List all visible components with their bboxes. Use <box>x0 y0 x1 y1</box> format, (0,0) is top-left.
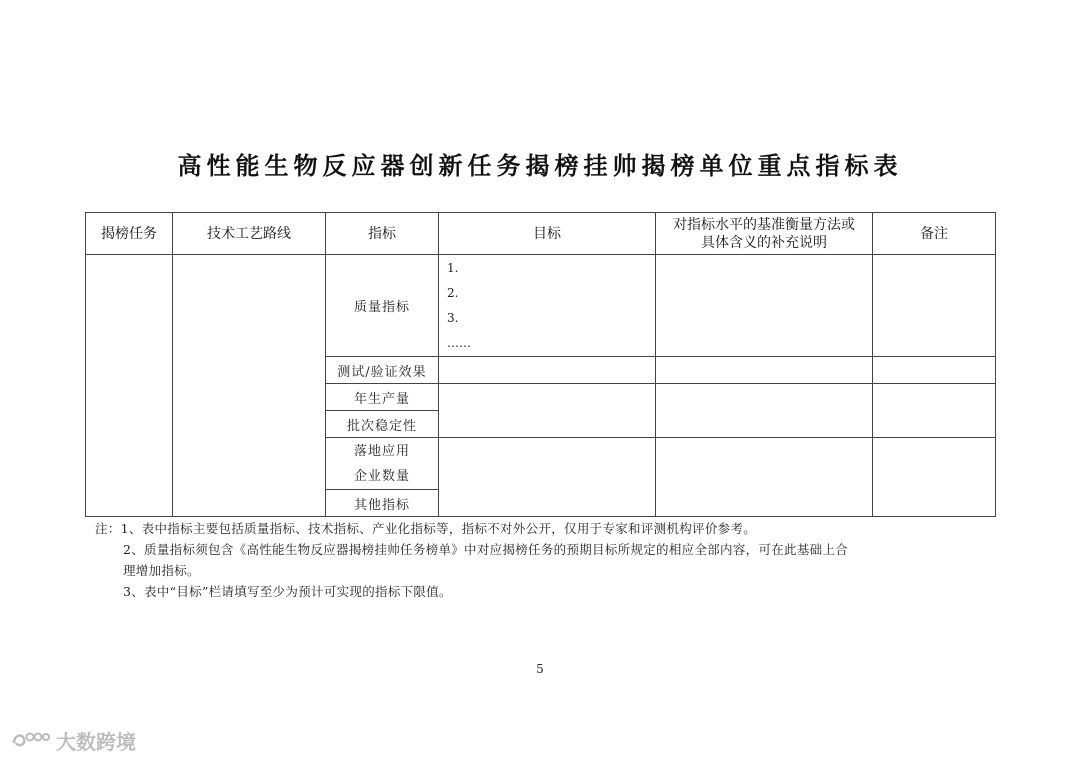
remarks-cell[interactable] <box>873 384 996 438</box>
watermark <box>10 728 136 752</box>
header-route: 技术工艺路线 <box>173 213 326 255</box>
indicator-landing-line2: 企业数量 <box>353 468 410 484</box>
remarks-cell[interactable] <box>873 357 996 384</box>
watermark-logo-icon <box>10 729 50 751</box>
remarks-cell[interactable] <box>873 255 996 357</box>
header-remarks: 备注 <box>873 213 996 255</box>
target-cell[interactable] <box>439 384 656 438</box>
target-cell[interactable] <box>439 438 656 517</box>
explanation-cell[interactable] <box>656 438 873 517</box>
header-target: 目标 <box>439 213 656 255</box>
indicator-batch-stability: 批次稳定性 <box>326 411 439 438</box>
quality-target-list <box>439 256 655 356</box>
task-cell[interactable] <box>86 255 173 517</box>
indicator-table <box>85 212 996 517</box>
header-indicator: 指标 <box>326 213 439 255</box>
list-item: …… <box>447 335 471 350</box>
indicator-landing <box>326 438 439 490</box>
explanation-cell[interactable] <box>656 255 873 357</box>
route-cell[interactable] <box>173 255 326 517</box>
indicator-other: 其他指标 <box>326 490 439 517</box>
indicator-testing: 测试/验证效果 <box>326 357 439 384</box>
table-row <box>86 255 996 357</box>
explanation-cell[interactable] <box>656 384 873 438</box>
target-cell[interactable] <box>439 357 656 384</box>
indicator-landing-line1: 落地应用 <box>353 443 410 459</box>
header-explanation: 对指标水平的基准衡量方法或具体含义的补充说明 <box>656 213 873 255</box>
indicator-quality: 质量指标 <box>326 255 439 357</box>
table-header-row <box>86 213 996 255</box>
note-1: 注：1、表中指标主要包括质量指标、技术指标、产业化指标等，指标不对外公开，仅用于专家和评测机构评价参考。 <box>95 521 757 536</box>
page-number: 5 <box>536 662 544 676</box>
notes <box>95 518 995 602</box>
note-2-cont: 理增加指标。 <box>123 563 200 578</box>
header-task: 揭榜任务 <box>86 213 173 255</box>
remarks-cell[interactable] <box>873 438 996 517</box>
watermark-text: 大数跨境 <box>56 729 136 754</box>
list-item: 3. <box>447 310 459 325</box>
list-item: 1. <box>447 260 459 275</box>
explanation-cell[interactable] <box>656 357 873 384</box>
note-2: 2、质量指标须包含《高性能生物反应器揭榜挂帅任务榜单》中对应揭榜任务的预期目标所规定的相应全部内容，可在此基础上合 <box>123 542 849 557</box>
indicator-annual-output: 年生产量 <box>326 384 439 411</box>
list-item: 2. <box>447 285 459 300</box>
page-title: 高性能生物反应器创新任务揭榜挂帅揭榜单位重点指标表 <box>177 151 903 180</box>
target-cell-quality[interactable] <box>439 255 656 357</box>
note-3: 3、表中“目标”栏请填写至少为预计可实现的指标下限值。 <box>123 584 452 599</box>
